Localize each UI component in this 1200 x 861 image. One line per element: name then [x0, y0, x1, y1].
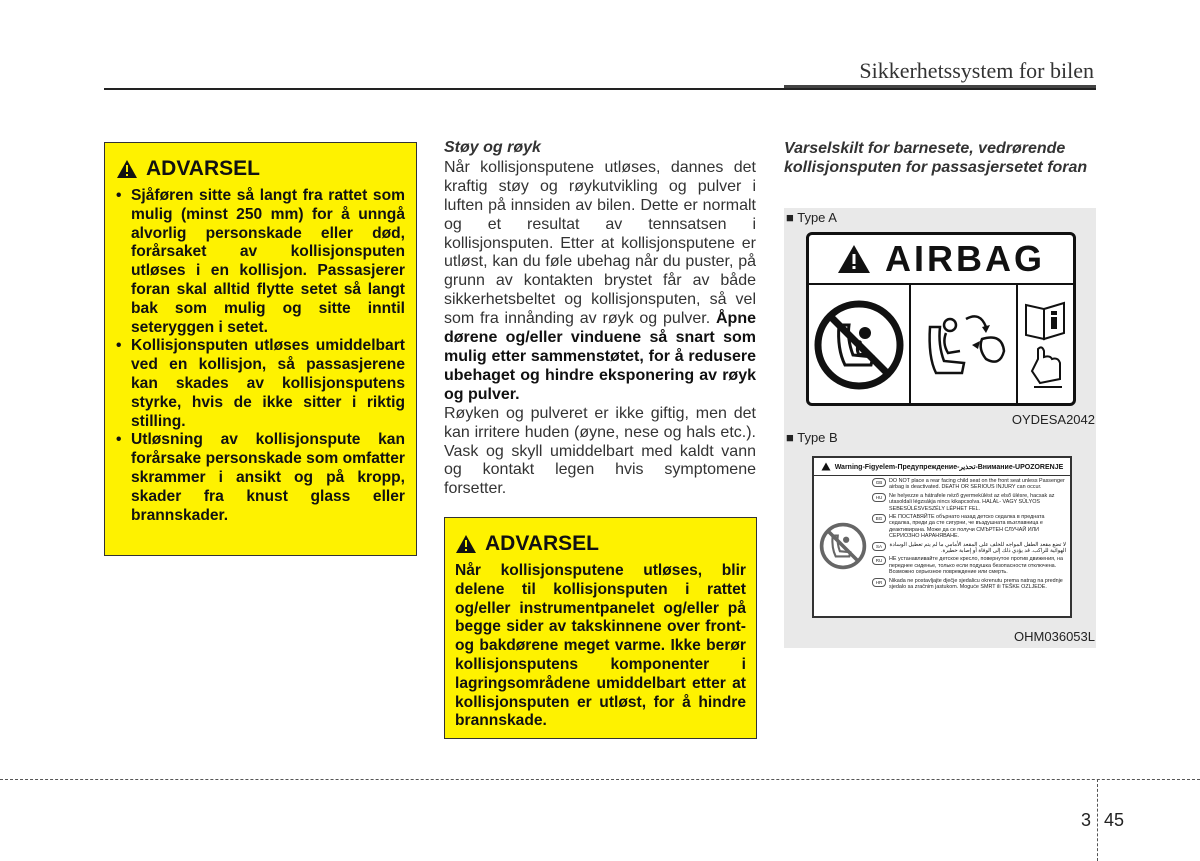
type-b-caption: ■ Type B	[786, 430, 838, 445]
warning-item: • Kollisjonsputen utløses umiddelbart ved en kollisjon, så passasjerene kan skades av kollisjonsputens styrke, hvis de ikke sitter i riktig stilling.	[116, 337, 405, 431]
warning-item: • Utløsning av kollisjonspute kan forårsake personskade som omfatter skrammer i ansikt og på kropp, skader fra knust glass eller brannskader.	[116, 431, 405, 525]
paragraph-1-text: Når kollisjonsputene utløses, dannes det kraftig støy og røykutvikling og pulver i luften på innsiden av bilen. Dette er normalt og et resultat av tennsatsen i kollisjonsputen. Etter at kollisjonsputene er utløst, kan du føle ubehag når du puster, på grunn av kontakten brystet får av både sikkerhetsbeltet og kollisjonsputen, så vel som fra innånding av røyk og pulver.	[444, 158, 756, 328]
language-text: DO NOT place a rear facing child seat on the front seat unless Passenger airbag is deactivated. DEATH OR SERIOUS INJURY can occur.	[889, 478, 1065, 491]
airbag-warning-label	[806, 232, 1076, 406]
chapter-number: 3	[1081, 810, 1092, 830]
paragraph-1	[444, 159, 756, 405]
warning-triangle-icon	[455, 534, 477, 554]
type-b-code: OHM036053L	[1014, 629, 1095, 644]
footer-rule	[0, 779, 1200, 780]
language-code: BG	[872, 514, 886, 523]
multilingual-header-text: Warning-Figyelem-Предупреждение-تحذير-Внимание-UPOZORENJE	[834, 463, 1064, 471]
language-line	[872, 556, 1066, 575]
warning-list	[116, 187, 405, 525]
paragraph-2: Røyken og pulveret er ikke giftig, men det kan irritere huden (øyne, nese og hals etc.). Vask og skyll umiddelbart med kaldt vann og kontakt legen hvis symptomene forsetter.	[444, 404, 756, 498]
pictogram-cell	[809, 285, 911, 405]
language-line	[872, 493, 1066, 512]
warning-triangle-icon	[821, 462, 831, 471]
warning-box-2	[444, 517, 757, 739]
warning-triangle-icon	[116, 159, 138, 179]
label-icon-cell	[814, 476, 872, 616]
language-code: HU	[872, 493, 886, 502]
type-b-panel	[784, 428, 1096, 648]
pictogram-cell	[911, 285, 1017, 405]
noise-smoke-section	[444, 139, 756, 499]
no-rear-facing-child-seat-icon	[819, 522, 867, 570]
section-heading: Støy og røyk	[444, 139, 541, 156]
language-code: GB	[872, 478, 886, 487]
pictogram-cell	[1018, 285, 1073, 405]
label-section-heading: Varselskilt for barnesete, vedrørende kollisjonsputen for passasjersetet foran	[784, 140, 1088, 176]
language-text: НЕ ПОСТАВЯЙТЕ обърнато назад детско седалка в предната седалка, преди да сте сигурни, че въздушната възглавница е деактивирана. Може да се получи СМЪРТЕН СЛУЧАЙ ИЛИ СЕРИОЗНО НАРАНЯВАНЕ.	[889, 514, 1045, 540]
warning-triangle-icon	[837, 244, 871, 274]
type-a-panel	[784, 208, 1096, 430]
warning-heading	[455, 532, 746, 556]
warning-title: ADVARSEL	[146, 157, 260, 180]
multilingual-lines	[872, 476, 1070, 616]
footer-divider	[1097, 779, 1098, 861]
header-title: Sikkerhetssystem for bilen	[859, 58, 1094, 83]
manual-info-icon	[1020, 295, 1070, 395]
header-rule	[104, 88, 1096, 90]
type-a-code: OYDESA2042	[1011, 412, 1095, 427]
warning-item: • Sjåføren sitte så langt fra rattet som mulig (minst 250 mm) for å unngå alvorlig personskade eller død, forårsaket av kollisjonsputen utløses i en kollisjon. Passasjerer foran skal alltid flytte setet så langt bak som mulig og sitte inntil seteryggen i setet.	[116, 187, 405, 337]
paragraph-1-bold: Åpne dørene og/eller vinduene så snart som mulig etter sammenstøtet, for å redusere ubehaget og hindre eksponering av røyk og pulver.	[444, 310, 756, 403]
language-code: HR	[872, 578, 886, 587]
no-rear-facing-child-seat-icon	[813, 299, 905, 391]
multilingual-label-body	[814, 476, 1070, 616]
language-text: Nikada ne postavljajte dječje sjedalicu okrenutu prema natrag na prednje sjedalo sa zračnim jastukom. Moguće SMRT ili TEŠKE OZLJEDE.	[889, 577, 1063, 591]
language-line	[872, 478, 1066, 491]
airbag-deploy-icon	[916, 297, 1012, 393]
multilingual-warning-label	[812, 456, 1072, 618]
airbag-pictograms	[809, 285, 1073, 405]
warning-heading	[116, 157, 405, 181]
multilingual-label-header	[814, 458, 1070, 476]
language-line	[872, 514, 1066, 540]
warning-title: ADVARSEL	[485, 532, 599, 555]
warning-text: Når kollisjonsputene utløses, blir delene til kollisjonsputen i rattet og/eller instrumentpanelet og/eller på begge sider av takskinnene over front- og bakdørene meget varme. Ikke berør kollisjonsputens komponenter i lagringsområdene umiddelbart etter at kollisjonsputen er utløst, for å hindre brannskade.	[455, 562, 746, 730]
language-text: НЕ устанавливайте детское кресло, повернутое против движения, на переднее сиденье, только если подушка безопасности отключена. Возможно серьезное повреждение или смерть.	[889, 556, 1063, 576]
language-text: لا تضع مقعد الطفل المواجه للخلف على المقعد الأمامي ما لم يتم تعطيل الوسادة الهوائية للراكب. قد يؤدي ذلك إلى الوفاة أو إصابة خطيرة.	[889, 541, 1066, 555]
airbag-label-header	[809, 235, 1073, 285]
airbag-word: AIRBAG	[885, 238, 1045, 279]
language-code: SA	[872, 542, 886, 551]
page-number: 45	[1104, 810, 1125, 830]
language-text: Ne helyezze a hátrafele néző gyermekülést az első ülésre, hacsak az utasoldali légzsákja nincs kikapcsolva. HALÁL- VAGY SÚLYOS SEBESÜLÉSVESZÉLY LÉPHET FEL.	[889, 492, 1055, 512]
type-a-caption: ■ Type A	[786, 210, 837, 225]
language-line	[872, 542, 1066, 555]
language-code: RU	[872, 556, 886, 565]
language-line	[872, 578, 1066, 591]
warning-box-1	[104, 142, 417, 556]
